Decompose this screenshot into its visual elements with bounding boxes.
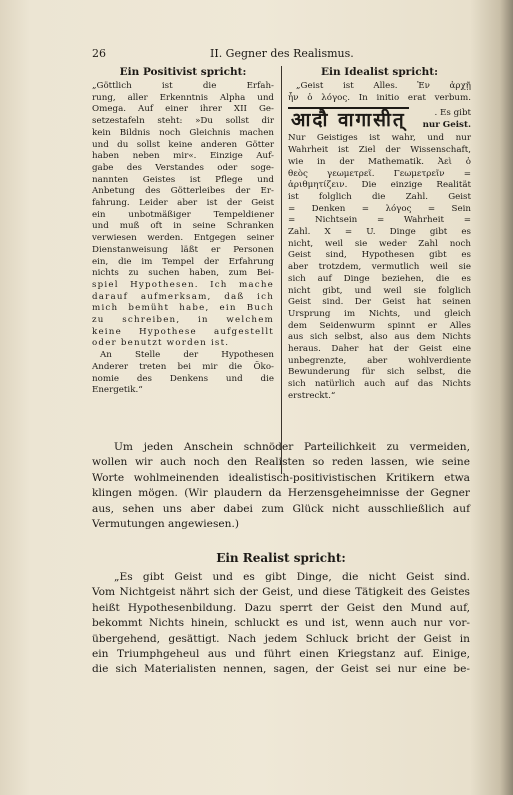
text-line: heraus. Daher hat der Geist eine [288,344,471,355]
text-line: dem Seidenwurm spinnt er Alles [288,320,471,331]
text-line: Anbetung des Götterleibes der Er- [92,186,274,197]
text-line: rung, aller Erkenntnis Alpha und [92,92,274,103]
text-line: heißt Hypothesenbildung. Dazu sperrt der Geist den Mund auf, [92,601,470,614]
text-line: gabe des Verstandes oder soge- [92,162,274,173]
page-number: 26 [92,47,106,60]
realist-text [92,570,470,678]
text-line: nichts zu suchen haben, zum Bei- [92,268,274,279]
text-line: Worte wohlmeinenden idealistisch-positivistischen Kritikern etwa [92,471,470,484]
text-line: Zahl. X = U. Dinge gibt es [288,227,471,238]
text-line: zu schreiben, in welchem [92,315,274,326]
realist-heading: Ein Realist spricht: [216,551,346,565]
running-header [92,47,468,61]
text-line: Ursprung im Nichts, und gleich [288,308,471,319]
text-line: spiel Hypothesen. Ich mache [92,279,274,290]
column-divider [281,66,282,474]
text-line: mich bemüht habe, ein Buch [92,303,274,314]
text-line: unbegrenzte, aber wohlverdiente [288,355,471,366]
positivist-heading: Ein Positivist spricht: [119,66,247,78]
text-line: Geist sind, Hypothesen gibt es [288,250,471,261]
text-line: wollen wir auch noch den Realisten so reden lassen, wie seine [92,456,470,469]
text-line: Vermutungen angewiesen.) [92,518,239,531]
text-line: nomie des Denkens und die [92,373,274,384]
text-line: Um jeden Anschein schnöder Parteilichkeit zu vermeiden, [114,441,470,453]
idealist-heading: Ein Idealist spricht: [321,66,438,78]
text-line: Geist sind. Der Geist hat seinen [288,297,471,308]
text-line: nicht gibt, und weil sie folglich [288,285,471,296]
text-line: keine Hypothese aufgestellt [92,326,274,337]
sanskrit-text: आदौ वागासीत् [288,107,409,131]
text-line: erstreckt.“ [288,390,336,401]
text-line: ist folglich die Zahl. Geist [288,191,471,202]
text-line: aus, sehen uns aber dabei zum Glück nicht ausschließlich auf [92,502,470,515]
text-line: ἦν ὁ λόγος. In initio erat verbum. [288,92,471,103]
text-line: = Denken = λόγος = Sein [288,203,471,214]
text-line: ein Triumphgeheul aus und führt einen Kriegstanz auf. Einige, [92,648,470,661]
text-line: . Es gibt [434,108,471,118]
text-line: Bewunderung für sich selbst, die [288,367,471,378]
text-line: Wahrheit ist Ziel der Wissenschaft, [288,145,471,156]
text-line: nannten Geistes ist Pflege und [92,174,274,185]
text-line: nur Geist. [422,119,471,130]
positivist-column [92,66,274,397]
idealist-column [288,66,471,403]
text-line: darauf aufmerksam, daß ich [92,291,274,302]
running-title: II. Gegner des Realismus. [210,47,354,60]
sanskrit-quote [288,107,471,131]
text-line: haben neben mir«. Einzige Auf- [92,151,274,162]
text-line: verwiesen werden. Entgegen seiner [92,233,274,244]
text-line: wie in der Mathematik. Ἀεὶ ὁ [288,156,471,167]
text-line: aber trotzdem, vermutlich weil sie [288,262,471,273]
text-line: bekommt Nichts hinein, schluckt es und ist, wenn auch nur vor- [92,617,470,630]
text-line: die sich Materialisten nennen, sagen, der Geist sei nur eine be- [92,663,470,676]
text-line: Nur Geistiges ist wahr, und nur [288,133,471,144]
text-line: übergehend, gesättigt. Nach jedem Schluck bricht der Geist in [92,632,470,645]
text-line: sich natürlich auch auf das Nichts [288,379,471,390]
text-line: ein unbotmäßiger Tempeldiener [92,209,274,220]
text-line: nicht, weil sie weder Zahl noch [288,238,471,249]
text-line: θεὸς γεωμετρεῖ. Γεωμετρεῖν = [288,168,471,179]
text-line: oder benutzt worden ist. [92,338,230,349]
text-line: sich auf Dinge beziehen, die es [288,273,471,284]
text-line: Energetik.“ [92,385,143,396]
text-line: aus sich selbst, also aus dem Nichts [288,332,471,343]
text-line: fahrung. Leider aber ist der Geist [92,198,274,209]
text-line: „Göttlich ist die Erfah- [92,81,274,91]
text-line: „Es gibt Geist und es gibt Dinge, die nicht Geist sind. [114,571,470,583]
positivist-text [92,81,274,397]
intro-paragraph [92,440,470,532]
text-line: ein, die im Tempel der Erfahrung [92,256,274,267]
text-line: und muß oft in seine Schranken [92,221,274,232]
text-line: Vom Nichtgeist nährt sich der Geist, und diese Tätigkeit des Geistes [92,586,470,599]
text-line: Anderer treten bei mir die Öko- [92,361,274,372]
text-line: ἀριθμητίζειν. Die einzige Realität [288,180,471,191]
text-line: Dienstanweisung läßt er Personen [92,244,274,255]
text-line: An Stelle der Hypothesen [100,350,274,361]
text-line: „Geist ist Alles. Ἐν ἀρχῇ [296,81,471,91]
text-line: klingen mögen. (Wir plaudern da Herzensgeheimnisse der Gegner [92,487,470,500]
text-line: Omega. Auf einer ihrer XII Ge- [92,104,274,115]
text-line: kein Bildnis noch Gleichnis machen [92,127,274,138]
text-line: = Nichtsein = Wahrheit = [288,215,471,226]
text-line: setzestafeln steht: »Du sollst dir [92,116,274,127]
text-line: und du sollst keine anderen Götter [92,139,274,150]
